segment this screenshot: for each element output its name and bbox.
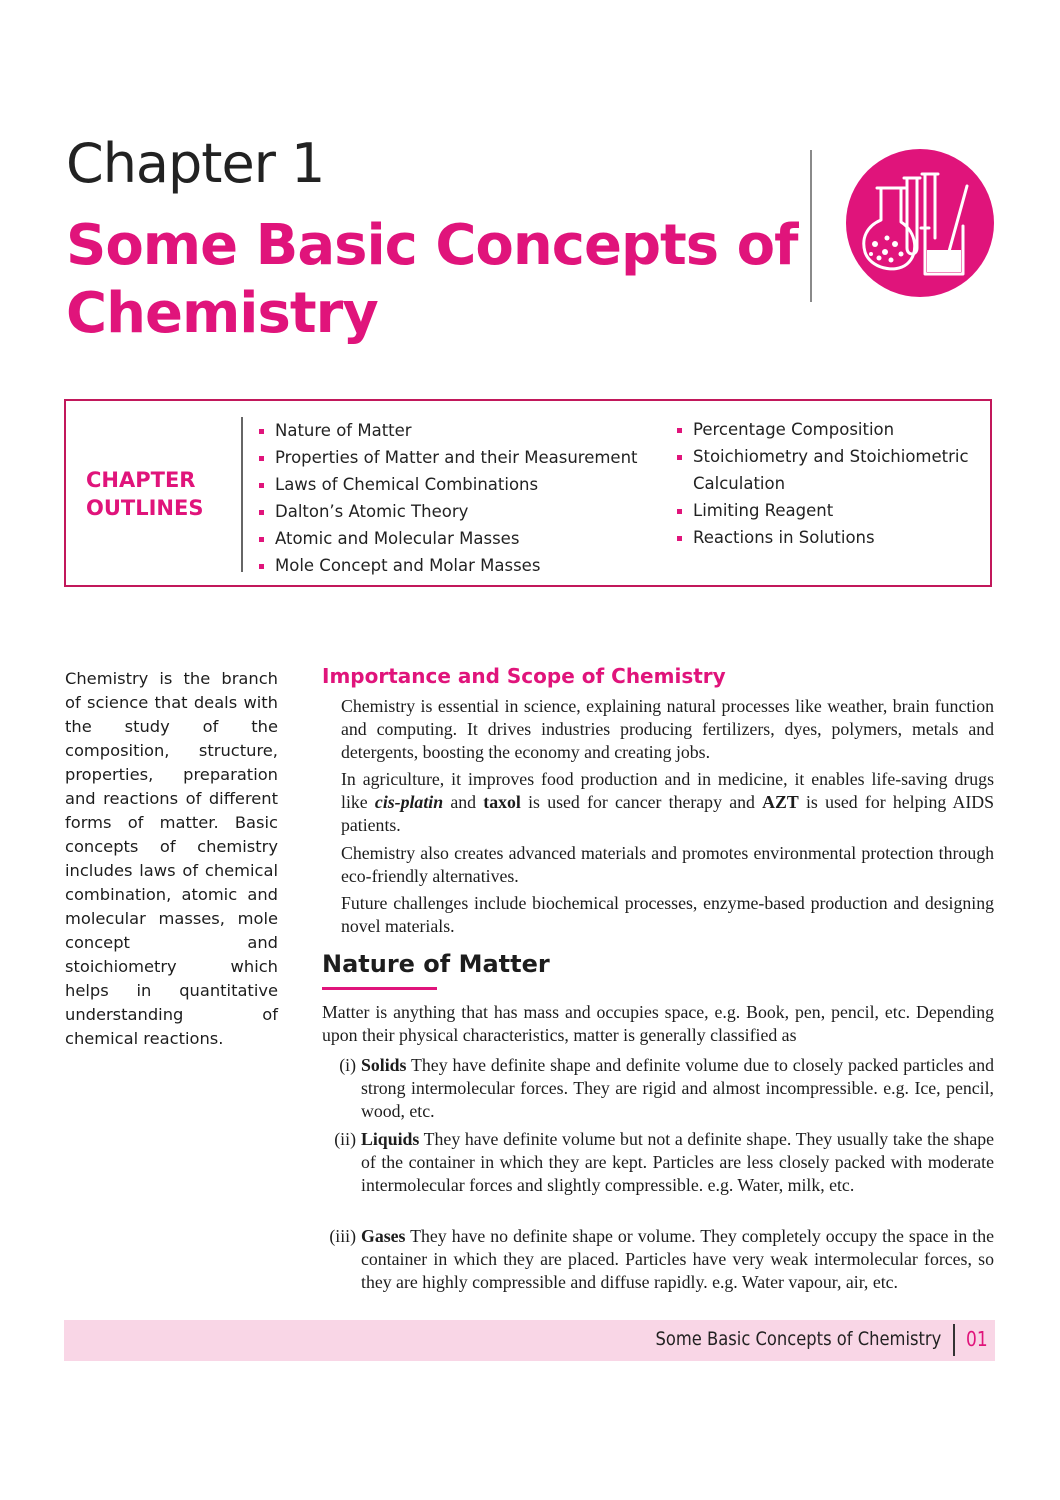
heading-underline: [322, 987, 437, 990]
paragraph: In agriculture, it improves food production and in medicine, it enables life-saving drugs like cis-platin and taxol is used for cancer therapy and AZT is used for helping AIDS patients.: [341, 769, 994, 835]
list-number: (ii): [334, 1129, 356, 1149]
chapter-title: Some Basic Concepts of Chemistry: [66, 213, 798, 346]
outline-item: Reactions in Solutions: [675, 524, 985, 551]
list-number: (iii): [329, 1226, 356, 1246]
drug-name: AZT: [762, 792, 799, 812]
outline-item: Laws of Chemical Combinations: [257, 471, 657, 498]
list-number: (i): [339, 1055, 356, 1075]
side-note: Chemistry is the branch of science that deals with the study of the composition, structure, properties, preparation and reactions of different forms of matter. Basic concepts of chemistry includes laws of chemical combination, atomic and molecular masses, mole concept and stoichiometry which helps in quantitative understanding of chemical reactions.: [65, 669, 278, 1048]
outline-item: Mole Concept and Molar Masses: [257, 552, 657, 579]
outline-list-left: [257, 417, 657, 579]
footer-separator: [953, 1324, 955, 1356]
outline-item: Stoichiometry and Stoichiometric: [675, 443, 985, 470]
footer-title: Some Basic Concepts of Chemistry: [655, 1328, 941, 1350]
paragraph: Chemistry is essential in science, explaining natural processes like weather, brain function and computing. It drives industries producing fertilizers, dyes, polymers, metals and detergents, boosting the economy and creating jobs.: [341, 696, 994, 762]
section-heading-nature-of-matter: Nature of Matter: [322, 950, 550, 978]
paragraph: Matter is anything that has mass and occupies space, e.g. Book, pen, pencil, etc. Depending upon their physical characteristics, matter is generally classified as: [322, 1002, 994, 1045]
paragraph: Future challenges include biochemical processes, enzyme-based production and designing novel materials.: [341, 893, 994, 936]
outline-item: Atomic and Molecular Masses: [257, 525, 657, 552]
title-divider: [810, 150, 812, 302]
drug-name: cis-platin: [374, 792, 444, 812]
outline-list-right: [675, 416, 985, 551]
lab-glassware-icon: [845, 148, 995, 298]
outline-item: Percentage Composition: [675, 416, 985, 443]
outlines-divider: [241, 417, 243, 572]
outline-item: Dalton’s Atomic Theory: [257, 498, 657, 525]
drug-name: taxol: [483, 792, 521, 812]
outline-item-continuation: Calculation: [693, 474, 786, 493]
term: Gases: [361, 1226, 406, 1246]
term: Liquids: [361, 1129, 420, 1149]
section-heading-importance: Importance and Scope of Chemistry: [322, 664, 726, 688]
outline-item: Limiting Reagent: [675, 497, 985, 524]
chapter-outlines-heading: CHAPTER OUTLINES: [86, 468, 204, 520]
outline-item: Properties of Matter and their Measurement: [257, 444, 657, 471]
paragraph: Chemistry also creates advanced materials and promotes environmental protection through eco-friendly alternatives.: [341, 843, 994, 886]
chapter-label: Chapter 1: [66, 132, 325, 195]
term: Solids: [361, 1055, 407, 1075]
outline-item: Nature of Matter: [257, 417, 657, 444]
page-number: 01: [966, 1327, 988, 1351]
